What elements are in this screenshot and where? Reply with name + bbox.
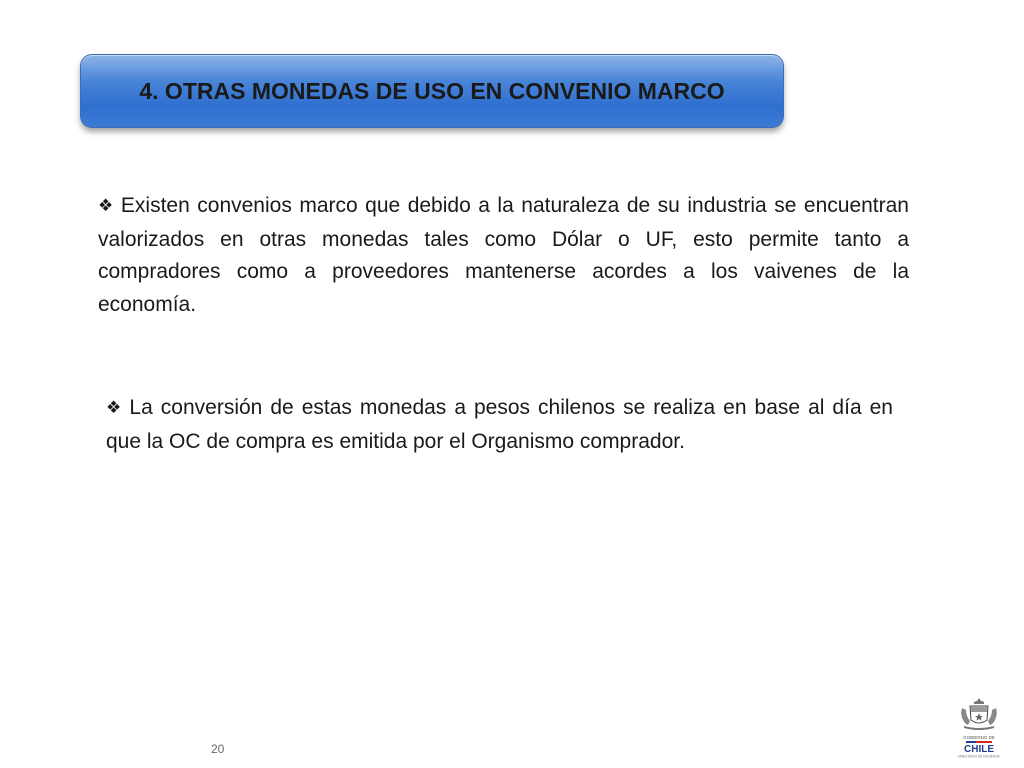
paragraph-2: [106, 392, 893, 458]
gobierno-de-chile-logo: [954, 694, 1004, 760]
paragraph-2-text: La conversión de estas monedas a pesos chilenos se realiza en base al día en que la OC de compra es emitida por el Organismo comprador.: [106, 396, 893, 453]
logo-line1: GOBIERNO DE: [963, 735, 995, 740]
page-number: 20: [211, 742, 225, 756]
diamond-bullet-icon: ❖: [106, 398, 124, 417]
slide-title: 4. OTRAS MONEDAS DE USO EN CONVENIO MARCO: [139, 78, 725, 104]
paragraph-1-text: Existen convenios marco que debido a la naturaleza de su industria se encuentran valorizados en otras monedas tales como Dólar o UF, esto permite tanto a compradores como a proveedores mantenerse acordes a los vaivenes de la economía.: [98, 194, 909, 316]
diamond-bullet-icon: ❖: [98, 196, 115, 215]
paragraph-1: [98, 190, 909, 321]
logo-line3: MINISTERIO DE HACIENDA: [958, 754, 1000, 759]
slide-title-box: [80, 54, 784, 128]
logo-line2: CHILE: [964, 744, 994, 755]
coat-of-arms-icon: [961, 698, 997, 730]
